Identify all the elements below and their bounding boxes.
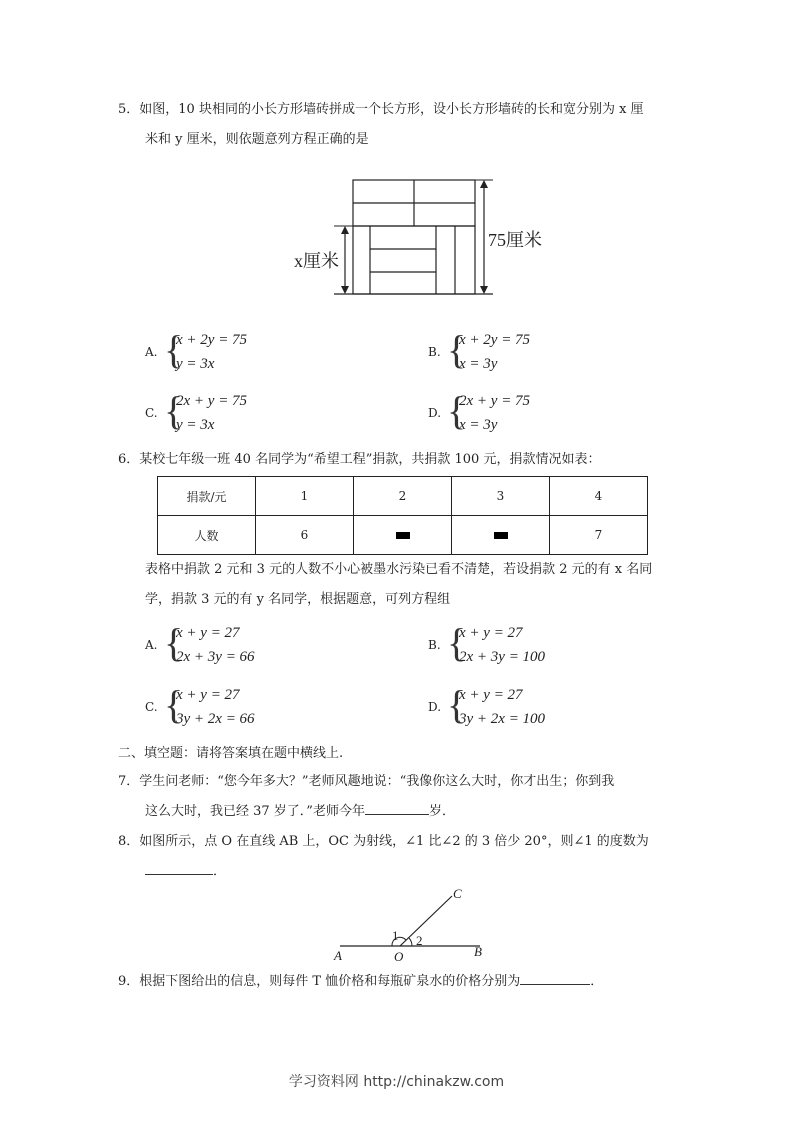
table-cell: 2 xyxy=(354,477,452,516)
q5-option-b-letter: B. xyxy=(428,345,441,359)
point-o-label: O xyxy=(394,949,404,964)
question-9-text: 9．根据下图给出的信息，则每件 T 恤价格和每瓶矿泉水的价格分别为 xyxy=(118,974,521,989)
q5-option-c-eq2: y = 3x xyxy=(176,417,215,433)
table-cell: 人数 xyxy=(158,516,256,555)
question-7-line1: 7．学生问老师：“您今年多大？”老师风趣地说：“我像你这么大时，你才出生；你到我 xyxy=(118,774,615,789)
q6-option-d: { x + y = 27 3y + 2x = 100 xyxy=(459,683,545,731)
question-8-line2 xyxy=(118,858,715,886)
q6-option-c-eq2: 3y + 2x = 66 xyxy=(176,711,255,727)
table-cell: 4 xyxy=(550,477,648,516)
footer-watermark: 学习资料网 http://chinakzw.com xyxy=(288,1074,505,1090)
q6-option-b-letter: B. xyxy=(428,638,441,652)
angle-2-label: 2 xyxy=(416,933,423,948)
q6-option-d-eq1: x + y = 27 xyxy=(459,687,523,703)
question-7-suffix: 岁． xyxy=(428,804,455,819)
q5-option-c-eq1: 2x + y = 75 xyxy=(176,393,248,409)
q5-option-a-eq2: y = 3x xyxy=(176,356,215,372)
q5-option-b: { x + 2y = 75 x = 3y xyxy=(459,328,530,376)
q5-option-b-eq1: x + 2y = 75 xyxy=(459,332,531,348)
q5-option-a: { x + 2y = 75 y = 3x xyxy=(176,328,247,376)
table-cell: 7 xyxy=(550,516,648,555)
q6-option-c-letter: C. xyxy=(145,700,158,714)
q5-option-a-eq1: x + 2y = 75 xyxy=(176,332,248,348)
question-7-line2 xyxy=(118,798,715,826)
answer-blank[interactable] xyxy=(145,860,213,875)
point-b-label: B xyxy=(474,944,482,959)
question-7-text: 这么大时，我已经 37 岁了．”老师今年 xyxy=(145,804,365,819)
q6-option-b-eq1: x + y = 27 xyxy=(459,625,523,641)
question-6-line1: 6．某校七年级一班 40 名同学为“希望工程”捐款，共捐款 100 元，捐款情况如表： xyxy=(118,452,601,467)
q5-option-d: { 2x + y = 75 x = 3y xyxy=(459,389,530,437)
answer-blank[interactable] xyxy=(365,800,429,815)
q6-option-a-eq1: x + y = 27 xyxy=(176,625,240,641)
q6-option-a: { x + y = 27 2x + 3y = 66 xyxy=(176,621,255,669)
q5-option-d-eq2: x = 3y xyxy=(459,417,498,433)
point-c-label: C xyxy=(453,886,462,901)
ink-stain-cell xyxy=(354,516,452,555)
q6-option-d-eq2: 3y + 2x = 100 xyxy=(459,711,546,727)
left-dimension-label: x厘米 xyxy=(294,251,339,271)
question-9-suffix: ． xyxy=(590,974,604,989)
question-9-line1 xyxy=(118,968,688,996)
table-cell: 6 xyxy=(256,516,354,555)
right-dimension-label: 75厘米 xyxy=(488,230,542,250)
q5-option-d-eq1: 2x + y = 75 xyxy=(459,393,531,409)
q6-option-c-eq1: x + y = 27 xyxy=(176,687,240,703)
answer-blank[interactable] xyxy=(520,970,590,985)
q5-option-c-letter: C. xyxy=(145,406,158,420)
angle-1-label: 1 xyxy=(392,928,399,943)
ink-stain xyxy=(396,532,410,539)
question-5-line2: 米和 y 厘米，则依题意列方程正确的是 xyxy=(145,132,369,147)
q5-option-b-eq2: x = 3y xyxy=(459,356,498,372)
ink-stain xyxy=(494,532,508,539)
table-cell: 3 xyxy=(452,477,550,516)
q6-option-a-eq2: 2x + 3y = 66 xyxy=(176,649,255,665)
q5-option-c: { 2x + y = 75 y = 3x xyxy=(176,389,247,437)
q6-option-d-letter: D. xyxy=(428,700,442,714)
question-5-line1: 5．如图，10 块相同的小长方形墙砖拼成一个长方形，设小长方形墙砖的长和宽分别为 x 厘 xyxy=(118,102,644,117)
ink-stain-cell xyxy=(452,516,550,555)
q6-option-b-eq2: 2x + 3y = 100 xyxy=(459,649,546,665)
table-cell: 1 xyxy=(256,477,354,516)
q6-option-c: { x + y = 27 3y + 2x = 66 xyxy=(176,683,255,731)
q6-option-b: { x + y = 27 2x + 3y = 100 xyxy=(459,621,545,669)
table-row xyxy=(158,516,648,555)
question-6-line3: 学，捐款 3 元的有 y 名同学，根据题意，可列方程组 xyxy=(145,592,451,607)
point-a-label: A xyxy=(334,948,342,963)
question-6-line2: 表格中捐款 2 元和 3 元的人数不小心被墨水污染已看不清楚，若设捐款 2 元的有 x 名同 xyxy=(145,562,653,577)
donation-table xyxy=(157,476,648,555)
table-row xyxy=(158,477,648,516)
section-2-heading: 二、填空题：请将答案填在题中横线上. xyxy=(118,746,344,761)
brick-figure xyxy=(290,172,550,312)
q5-option-d-letter: D. xyxy=(428,406,442,420)
question-8-line1: 8．如图所示，点 O 在直线 AB 上，OC 为射线，∠1 比∠2 的 3 倍少 20°，则∠1 的度数为 xyxy=(118,834,649,849)
q6-option-a-letter: A. xyxy=(145,638,158,652)
question-8-suffix: ． xyxy=(213,864,227,879)
q5-option-a-letter: A. xyxy=(145,345,158,359)
angle-figure xyxy=(330,884,490,964)
table-cell: 捐款/元 xyxy=(158,477,256,516)
